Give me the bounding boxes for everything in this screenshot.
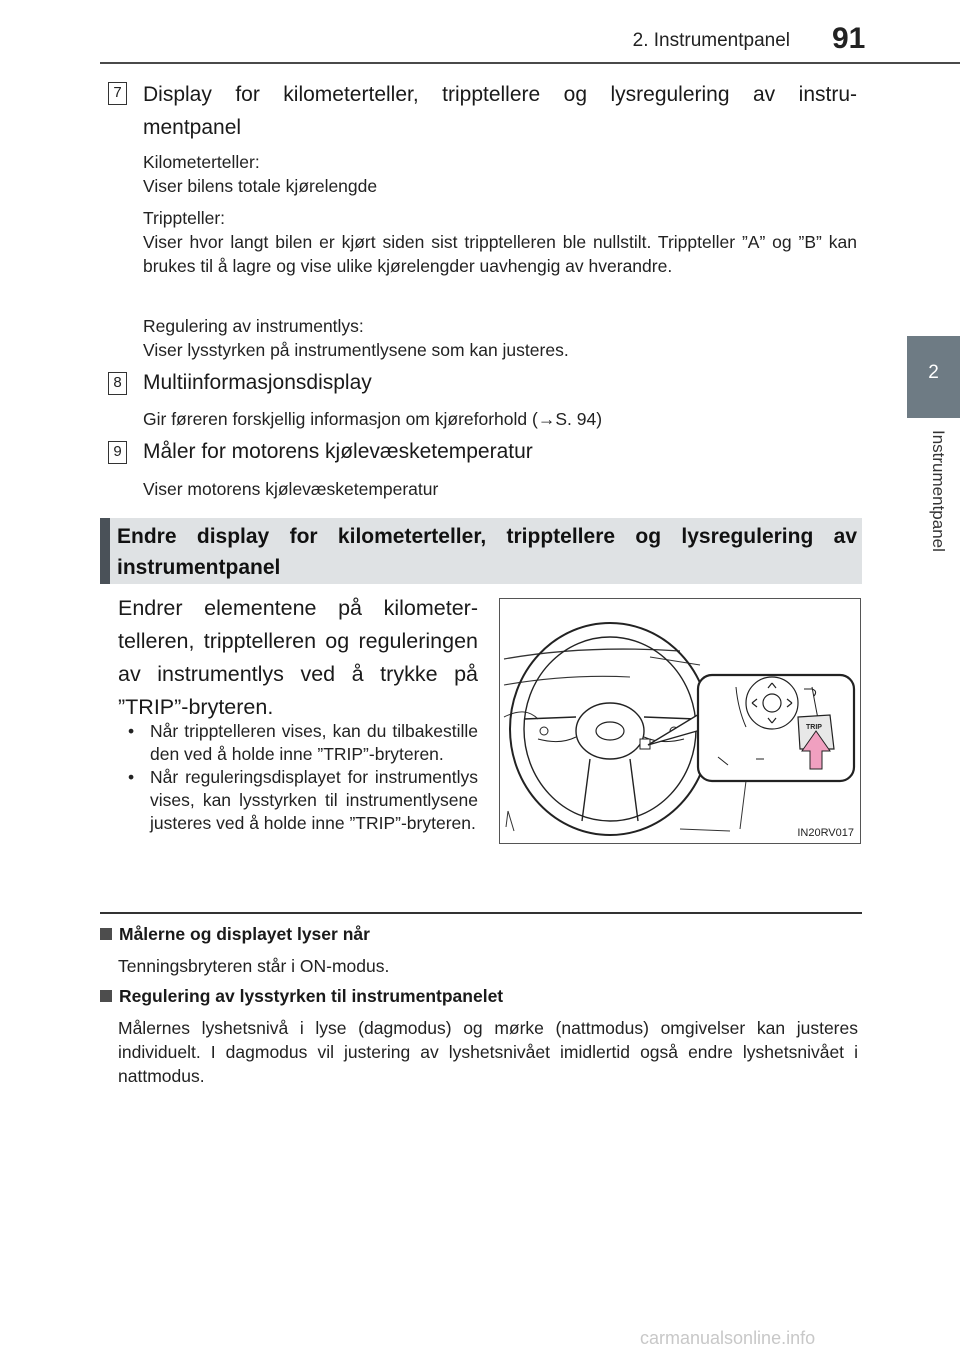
item-title-7-line1: Display for kilometerteller, tripptellere og lysregulering av instru- (143, 83, 857, 106)
bullet-text: Når reguleringsdisplayet for instrumentlys vises, kan lysstyrken til instrumentlysene justeres ved å holde inne ”TRIP”-bryteren. (150, 767, 478, 833)
item-marker-9: 9 (108, 441, 127, 464)
running-header-section: 2. Instrumentpanel (632, 30, 790, 51)
note-title-2-text: Regulering av lysstyrken til instrumentpanelet (119, 986, 504, 1006)
odometer-label: Kilometerteller: (143, 152, 260, 172)
tripmeter-label: Trippteller: (143, 208, 226, 228)
item-title-9: Måler for motorens kjølevæsketemperatur (143, 440, 533, 463)
figure-code: IN20RV017 (797, 827, 854, 839)
trip-button-label: TRIP (806, 724, 822, 731)
header-rule (100, 62, 960, 64)
bullet-item (128, 720, 478, 766)
item-title-8: Multiinformasjonsdisplay (143, 371, 372, 394)
odometer-paragraph (143, 150, 857, 198)
item-title-7-line2: mentpanel (143, 116, 242, 139)
section-heading-line2: instrumentpanel (117, 556, 281, 579)
item-text-9: Viser motorens kjølevæsketemperatur (143, 479, 439, 499)
light-control-paragraph (143, 314, 857, 362)
square-bullet-icon (100, 928, 112, 940)
note-title-1-text: Målerne og displayet lyser når (119, 924, 370, 944)
item-marker-7: 7 (108, 82, 127, 105)
note-title-1 (100, 924, 370, 945)
section-heading (100, 518, 862, 584)
section-bullets (128, 720, 478, 835)
bullet-dot: • (128, 767, 135, 787)
light-control-text: Viser lysstyrken på instrumentlysene som kan justeres. (143, 340, 569, 360)
note-body-1: Tenningsbryteren står i ON-modus. (118, 956, 390, 976)
tripmeter-paragraph (143, 206, 857, 278)
light-control-label: Regulering av instrumentlys: (143, 316, 364, 336)
square-bullet-icon (100, 990, 112, 1002)
tripmeter-text: Viser hvor langt bilen er kjørt siden sist tripptelleren ble nullstilt. Trippteller ”A” og ”B” kan brukes til å lagre og vise ulike kjørelengder uavhengig av hverandre. (143, 232, 857, 276)
notes-divider (100, 912, 862, 914)
bullet-dot: • (128, 721, 135, 741)
bullet-item (128, 766, 478, 835)
bullet-text: Når tripptelleren vises, kan du tilbakestille den ved å holde inne ”TRIP”-bryteren. (150, 721, 478, 764)
note-title-2 (100, 986, 503, 1007)
item-marker-8: 8 (108, 372, 127, 395)
section-heading-text (117, 521, 857, 583)
item-text-8: Gir føreren forskjellig informasjon om kjøreforhold (→S. 94) (143, 409, 603, 429)
steering-wheel-illustration (499, 598, 861, 844)
chapter-label: Instrumentpanel (929, 430, 948, 552)
odometer-text: Viser bilens totale kjørelengde (143, 176, 378, 196)
item-title-7 (143, 78, 857, 144)
page-number: 91 (832, 22, 866, 55)
chapter-number: 2 (928, 362, 939, 383)
section-heading-bar (100, 518, 110, 584)
watermark: carmanualsonline.info (640, 1328, 816, 1348)
note-body-2: Målernes lyshetsnivå i lyse (dagmodus) og mørke (nattmodus) omgivelser kan justeres individuelt. I dagmodus vil justering av lyshetsnivået imidlertid også endre lyshetsnivået i nattmodus. (118, 1018, 858, 1086)
section-intro: Endrer elementene på kilometertelleren, tripptelleren og reguleringen av instrumentlys ved å trykke på ”TRIP”-bryteren. (118, 596, 478, 719)
chapter-tab (907, 336, 960, 418)
section-heading-line1: Endre display for kilometerteller, tripptellere og lysregulering av (117, 525, 857, 548)
steering-wheel-drawing (500, 599, 860, 843)
